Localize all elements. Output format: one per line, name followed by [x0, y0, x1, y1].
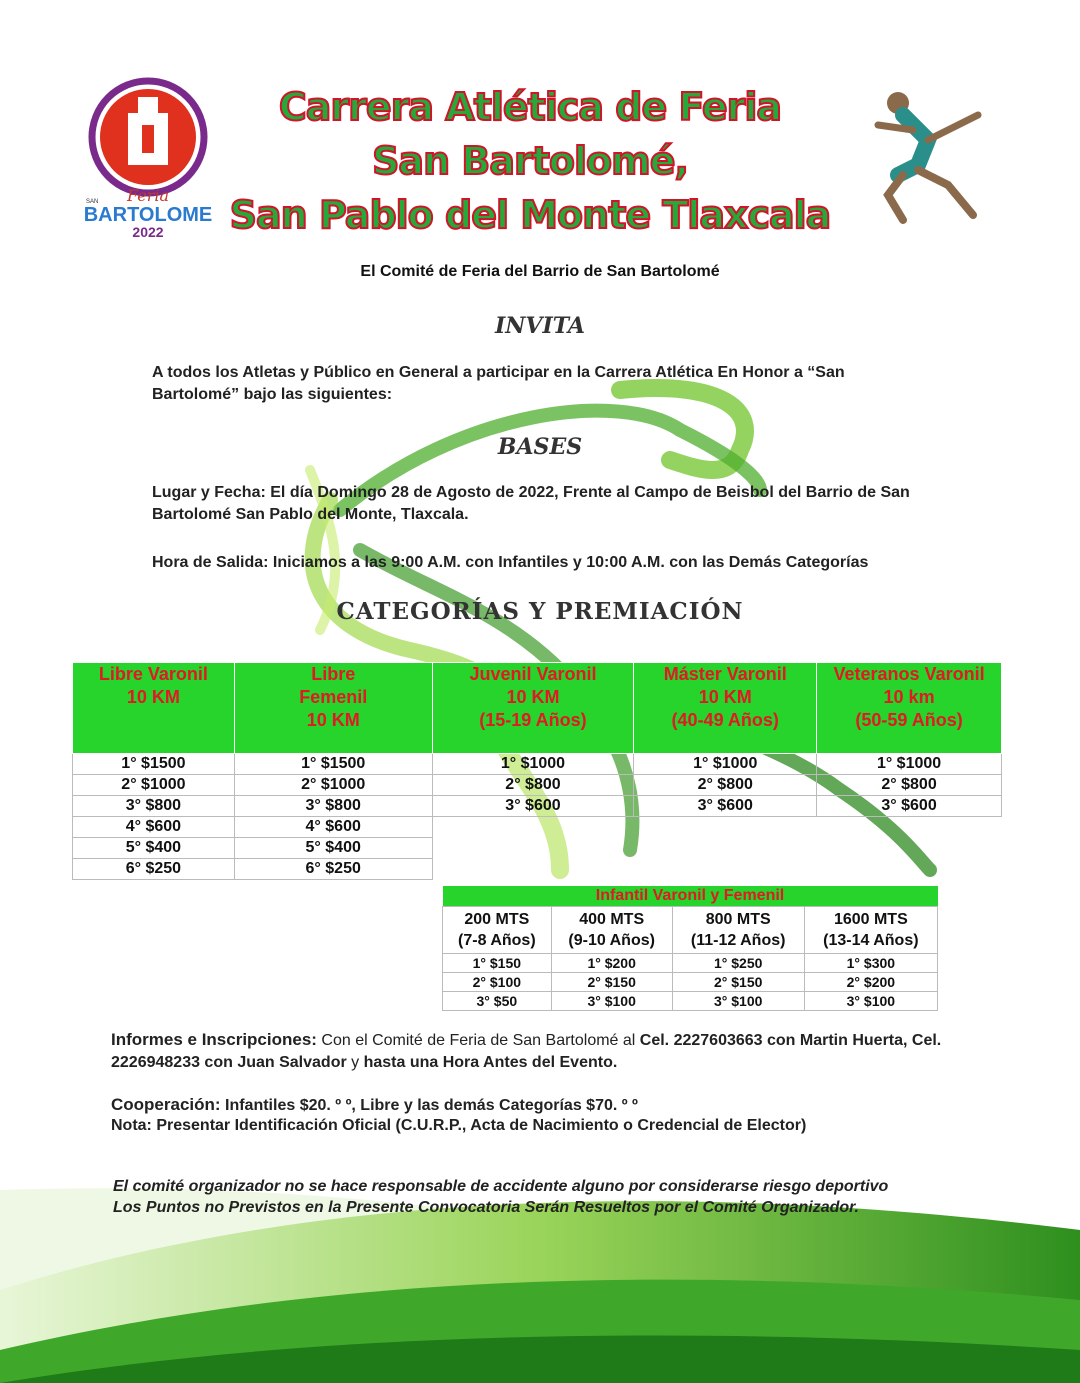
committee-subtitle: El Comité de Feria del Barrio de San Bartolomé [360, 263, 720, 280]
prize-cell: 1° $1500 [234, 754, 432, 775]
logo-small: SAN [86, 199, 99, 205]
infantil-title: Infantil Varonil y Femenil [443, 886, 938, 907]
infantil-column-header: 800 MTS (11-12 Años) [672, 907, 804, 954]
prize-cell: 2° $1000 [73, 775, 235, 796]
informes-paragraph: Informes e Inscripciones: Con el Comité de Feria de San Bartolomé al Cel. 2227603663 con Martin Huerta, Cel. 2226948233 con Juan Salvador y hasta una Hora Antes del Evento. [111, 1030, 942, 1071]
infantil-prize-row [443, 954, 938, 973]
prize-cell: 3° $100 [551, 992, 672, 1011]
prize-cell: 2° $200 [804, 973, 937, 992]
category-header: Veteranos Varonil 10 km (50-59 Años) [817, 663, 1002, 754]
nota-paragraph: Nota: Presentar Identificación Oficial (C.U.R.P., Acta de Nacimiento o Credencial de Elector) [111, 1117, 807, 1134]
category-header: Libre Varonil 10 KM [73, 663, 235, 754]
prize-cell: 6° $250 [73, 859, 235, 880]
prize-cell: 2° $1000 [234, 775, 432, 796]
prize-row [73, 838, 1002, 859]
runner-sketch-image [858, 85, 988, 225]
prize-cell: 1° $150 [443, 954, 552, 973]
event-title [225, 80, 835, 242]
infantil-column-header: 1600 MTS (13-14 Años) [804, 907, 937, 954]
prize-cell: 5° $400 [234, 838, 432, 859]
prize-cell: 1° $300 [804, 954, 937, 973]
infantil-prize-table [442, 886, 938, 1011]
hora-salida-paragraph: Hora de Salida: Iniciamos a las 9:00 A.M. con Infantiles y 10:00 A.M. con las Demás Categorías [152, 554, 869, 571]
prize-cell: 4° $600 [73, 817, 235, 838]
prize-cell: 2° $800 [634, 775, 817, 796]
category-header: Máster Varonil 10 KM (40-49 Años) [634, 663, 817, 754]
prize-cell: 3° $800 [73, 796, 235, 817]
intro-paragraph: A todos los Atletas y Público en General a participar en la Carrera Atlética En Honor a “San Bartolomé” bajo las siguientes: [152, 364, 845, 403]
prize-cell: 3° $800 [234, 796, 432, 817]
prize-row [73, 817, 1002, 838]
prize-cell: 2° $150 [551, 973, 672, 992]
prize-cell: 5° $400 [73, 838, 235, 859]
prize-row [73, 754, 1002, 775]
infantil-prize-row [443, 973, 938, 992]
logo-script: Feria [127, 186, 169, 205]
prize-cell: 6° $250 [234, 859, 432, 880]
prize-row [73, 859, 1002, 880]
prize-cell: 3° $100 [804, 992, 937, 1011]
infantil-column-header: 200 MTS (7-8 Años) [443, 907, 552, 954]
prize-cell: 2° $800 [432, 775, 634, 796]
title-line-1: Carrera Atlética de Feria [278, 85, 782, 129]
prize-row [73, 775, 1002, 796]
title-line-2: San Bartolomé, [372, 139, 688, 183]
prize-cell: 2° $100 [443, 973, 552, 992]
bases-heading: BASES [497, 434, 583, 460]
cooperacion-paragraph: Cooperación: Infantiles $20. º º, Libre y las demás Categorías $70. º º [111, 1095, 638, 1114]
prize-cell: 4° $600 [234, 817, 432, 838]
prize-cell: 3° $100 [672, 992, 804, 1011]
disclaimer [113, 1176, 973, 1218]
prize-cell: 1° $1000 [432, 754, 634, 775]
prize-cell: 1° $1000 [634, 754, 817, 775]
infantil-column-header: 400 MTS (9-10 Años) [551, 907, 672, 954]
prize-row [73, 796, 1002, 817]
lugar-fecha-paragraph: Lugar y Fecha: El día Domingo 28 de Agosto de 2022, Frente al Campo de Beisbol del Barrio de San Bartolomé San Pablo del Monte, Tlaxcala. [152, 484, 910, 523]
prize-cell: 3° $50 [443, 992, 552, 1011]
category-header: Juvenil Varonil 10 KM (15-19 Años) [432, 663, 634, 754]
feria-san-bartolome-logo [78, 75, 218, 240]
logo-name: BARTOLOME [83, 204, 213, 226]
prize-cell: 3° $600 [634, 796, 817, 817]
prize-cell: 1° $200 [551, 954, 672, 973]
infantil-prize-row [443, 992, 938, 1011]
categories-prize-table [72, 662, 1002, 880]
invita-heading: INVITA [495, 313, 585, 339]
logo-year: 2022 [132, 224, 164, 240]
categorias-premiacion-heading: CATEGORÍAS Y PREMIACIÓN [336, 598, 744, 625]
prize-cell: 1° $1000 [817, 754, 1002, 775]
prize-cell: 2° $150 [672, 973, 804, 992]
prize-cell: 1° $250 [672, 954, 804, 973]
prize-cell: 3° $600 [817, 796, 1002, 817]
prize-cell: 1° $1500 [73, 754, 235, 775]
title-line-3: San Pablo del Monte Tlaxcala [229, 193, 831, 237]
disclaimer-line-1: El comité organizador no se hace responsable de accidente alguno por considerarse riesgo deportivo [113, 1178, 889, 1195]
prize-cell: 3° $600 [432, 796, 634, 817]
disclaimer-line-2: Los Puntos no Previstos en la Presente Convocatoria Serán Resueltos por el Comité Organizador. [113, 1199, 859, 1216]
category-header: Libre Femenil 10 KM [234, 663, 432, 754]
prize-cell: 2° $800 [817, 775, 1002, 796]
